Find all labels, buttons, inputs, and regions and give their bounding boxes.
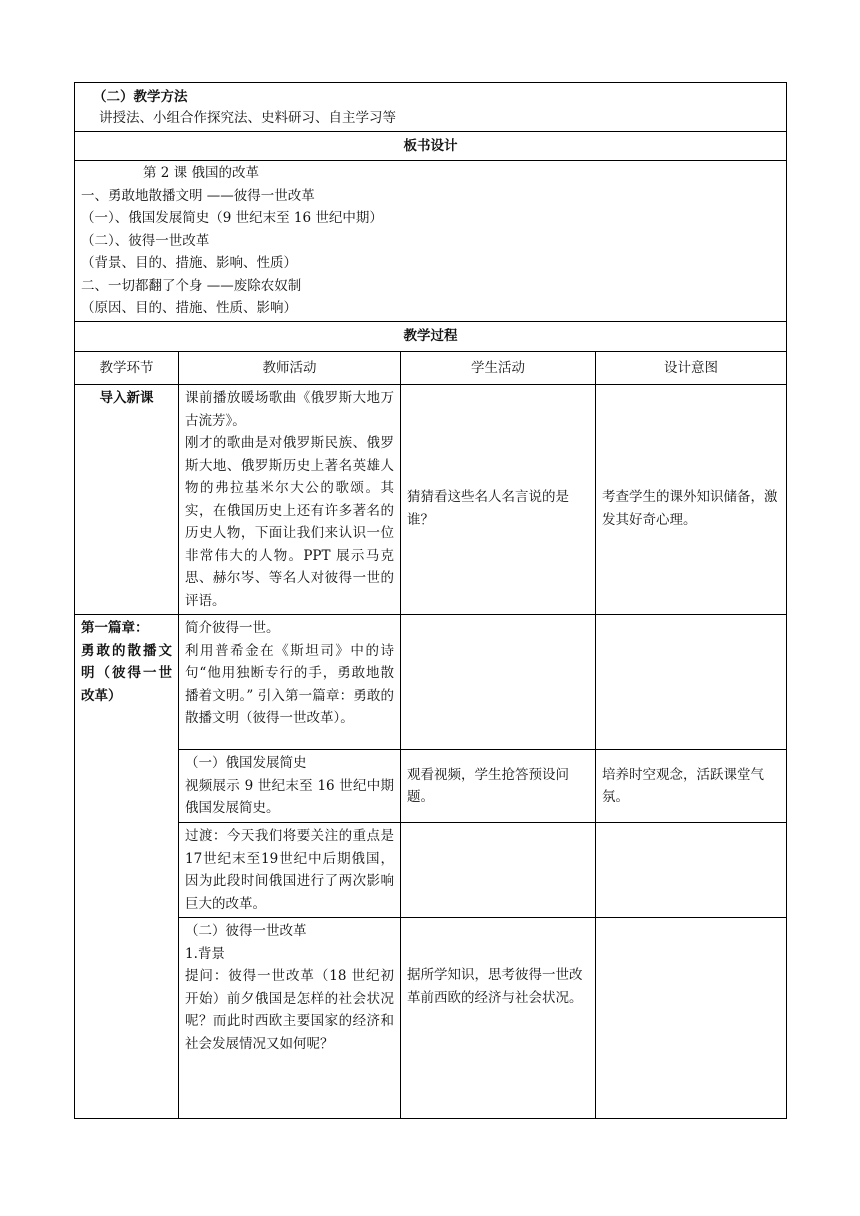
board-line-title: 第 2 课 俄国的改革 (143, 165, 259, 181)
board-line: （二）、彼得一世改革 (81, 232, 210, 249)
methods-content: 讲授法、小组合作探究法、史料研习、自主学习等 (99, 109, 396, 126)
chapter1-design-purpose: 培养时空观念，活跃课堂气氛。 (596, 750, 787, 823)
intro-teacher-activity: 课前播放暖场歌曲《俄罗斯大地万古流芳》。 刚才的歌曲是对俄罗斯民族、俄罗斯大地、俄罗斯历史上著名英雄人物的弗拉基米尔大公的歌颂。其实，在俄国历史上还有许多著名的历史人物，下面让我们来认识一位非常伟大的人物。PPT 展示马克思、赫尔岑、等名人对彼得一世的评语。 (179, 385, 401, 615)
methods-heading: （二）教学方法 (93, 89, 188, 105)
column-header-stage: 教学环节 (75, 352, 179, 385)
board-heading-row (75, 132, 787, 161)
chapter1-teacher-activity: （一）俄国发展简史 视频展示 9 世纪末至 16 世纪中期俄国发展简史。 (179, 750, 401, 823)
chapter1-student-activity: 观看视频，学生抢答预设问题。 (401, 750, 596, 823)
board-line: 二、一切都翻了个身 ——废除农奴制 (81, 277, 302, 294)
chapter1-teacher-activity: 过渡：今天我们将要关注的重点是17世纪末至19世纪中后期俄国，因为此段时间俄国进行了两次影响巨大的改革。 (179, 823, 401, 918)
chapter1-student-activity (401, 823, 596, 918)
chapter1-design-purpose (596, 823, 787, 918)
chapter1-stage (75, 615, 179, 1119)
chapter1-row (75, 615, 787, 750)
intro-row (75, 385, 787, 615)
chapter1-stage-label: 第一篇章： (81, 620, 149, 636)
intro-design-purpose: 考查学生的课外知识储备，激发其好奇心理。 (596, 385, 787, 615)
chapter1-row (75, 750, 787, 823)
chapter1-stage-title: 勇敢的散播文明（彼得一世改革） (81, 642, 172, 704)
chapter1-row (75, 918, 787, 1119)
chapter1-student-activity (401, 615, 596, 750)
chapter1-teacher-activity: （二）彼得一世改革 1.背景 提问：彼得一世改革（18 世纪初开始）前夕俄国是怎样的社会状况呢？而此时西欧主要国家的经济和社会发展情况又如何呢？ (179, 918, 401, 1119)
chapter1-design-purpose (596, 615, 787, 750)
process-heading: 教学过程 (75, 322, 787, 352)
column-header-teacher: 教师活动 (179, 352, 401, 385)
chapter1-teacher-activity: 简介彼得一世。 利用普希金在《斯坦司》中的诗句“他用独断专行的手，勇敢地散播着文明。” 引入第一篇章：勇敢的散播文明（彼得一世改革）。 (179, 615, 401, 750)
board-line: （一）、俄国发展简史（9 世纪末至 16 世纪中期） (81, 210, 383, 226)
board-line: （原因、目的、措施、性质、影响） (81, 300, 297, 316)
lesson-plan-document (74, 82, 786, 1119)
process-heading-row (75, 322, 787, 352)
methods-row (75, 83, 787, 132)
intro-stage: 导入新课 (75, 385, 179, 615)
chapter1-student-activity: 据所学知识，思考彼得一世改革前西欧的经济与社会状况。 (401, 918, 596, 1119)
board-content (75, 161, 787, 322)
column-header-row (75, 352, 787, 385)
intro-student-activity: 猜猜看这些名人名言说的是谁？ (401, 385, 596, 615)
chapter1-row (75, 823, 787, 918)
board-heading: 板书设计 (75, 132, 787, 161)
board-content-row (75, 161, 787, 322)
column-header-student: 学生活动 (401, 352, 596, 385)
lesson-plan-table (74, 82, 787, 1119)
methods-cell (75, 83, 787, 132)
board-line: 一、勇敢地散播文明 ——彼得一世改革 (81, 187, 315, 204)
chapter1-design-purpose (596, 918, 787, 1119)
column-header-purpose: 设计意图 (596, 352, 787, 385)
board-line: （背景、目的、措施、影响、性质） (81, 255, 297, 271)
